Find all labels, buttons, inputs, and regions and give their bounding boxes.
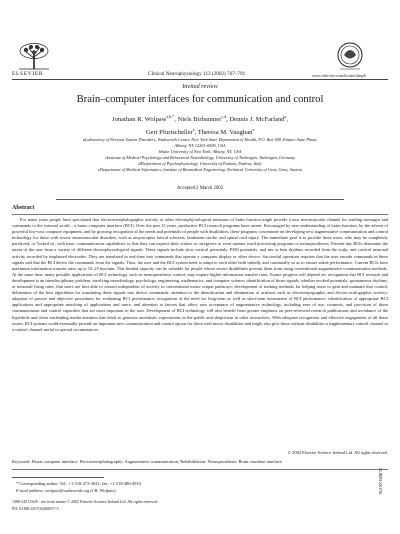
accepted-date: Accepted 2 March 2002	[176, 186, 224, 191]
email-label: E-mail address:	[16, 488, 45, 493]
pii-line: PII: S1388-2457(02)00057-3	[12, 506, 59, 511]
author-affil-mark: a	[252, 127, 255, 133]
corresponding-author-note: * Corresponding author. Tel.: +1-518-473-3631; fax: +1-518-486-4910.	[16, 481, 142, 486]
article-type: Invited review	[182, 83, 218, 90]
email-note	[16, 488, 117, 493]
abstract-copyright: © 2002 Elsevier Science Ireland Ltd. All rights reserved.	[287, 450, 388, 455]
affiliation-line: aLaboratory of Nervous System Disorders, Wadsworth Center, New York State Department of Health, P.O. Box 509, Empire State Plaza,	[82, 137, 318, 142]
author-name: Jonathan R. Wolpaw	[112, 116, 167, 124]
author-separator: ,	[286, 116, 288, 124]
keywords	[12, 459, 388, 464]
elsevier-tree-logo	[13, 42, 55, 70]
abstract-top-rule	[12, 214, 388, 215]
title-block-rule	[56, 199, 344, 200]
keywords-label: Keywords:	[12, 459, 31, 464]
affiliation-line: cInstitute of Medical Psychology and Behavioral Neurobiology, University of Tuebingen, Tuebingen, Germany	[104, 154, 296, 160]
affiliation-line: eDepartment of Medical Informatics, Institute of Biomedical Engineering, Technical University of Graz, Graz, Austria	[98, 166, 302, 172]
author-affil-mark: a,b,*	[166, 114, 175, 119]
abstract-body: For many years people have speculated that electroencephalographic activity or other electrophysiological measures of brain function might provide a new non-muscular channel for sending messages and commands to the external world – a brain–computer interface (BCI). Over the past 15 years, productive BCI research programs have arisen. Encouraged by new understanding of brain function, by the advent of powerful low-cost computer equipment, and by growing recognition of the needs and potentials of people with disabilities, these programs concentrate on developing new augmentative communication and control technology for those with severe neuromuscular disorders, such as amyotrophic lateral sclerosis, brainstem stroke, and spinal cord injury. The immediate goal is to provide these users, who may be completely paralyzed, or 'locked in', with basic communication capabilities so that they can express their wishes to caregivers or even operate word processing programs or neuroprostheses. Present-day BCIs determine the intent of the user from a variety of different electrophysiological signals. These signals include slow cortical potentials, P300 potentials, and mu or beta rhythms recorded from the scalp, and cortical neuronal activity recorded by implanted electrodes. They are translated in real-time into commands that operate a computer display or other device. Successful operation requires that the user encode commands in these signals and that the BCI derive the commands from the signals. Thus, the user and the BCI system need to adapt to each other both initially and continually so as to ensure stable performance. Current BCIs have maximum information transfer rates up to 10–25 bits/min. This limited capacity can be valuable for people whose severe disabilities prevent them from using conventional augmentative communication methods. At the same time, many possible applications of BCI technology, such as neuroprosthesis control, may require higher information transfer rates. Future progress will depend on: recognition that BCI research and development is an interdisciplinary problem, involving neurobiology, psychology, engineering, mathematics, and computer science; identification of those signals, whether evoked potentials, spontaneous rhythms, or neuronal firing rates, that users are best able to control independent of activity in conventional motor output pathways; development of training methods for helping users to gain and maintain that control; delineation of the best algorithms for translating these signals into device commands; attention to the identification and elimination of artifacts such as electromyographic and electro-oculographic activity; adoption of precise and objective procedures for evaluating BCI performance; recognition of the need for long-term as well as short-term assessment of BCI performance; identification of appropriate BCI applications and appropriate matching of applications and users; and attention to factors that affect user acceptance of augmentative technology, including ease of use, cosmesis, and provision of those communication and control capacities that are most important to the user. Development of BCI technology will also benefit from greater emphasis on peer-reviewed research publications and avoidance of the hyperbole and often misleading media attention that tends to generate unrealistic expectations in the public and skepticism in other researchers. With adequate recognition and effective engagement of all these issues, BCI systems could eventually provide an important new communication and control option for those with motor disabilities and might also give those without disabilities a supplementary control channel or a control channel useful in special circumstances.	[12, 217, 388, 332]
side-manuscript-label: CLINPH 2001784	[378, 468, 382, 495]
author-name: Gert Pfurtscheller	[145, 129, 193, 137]
author-name: , Theresa M. Vaughan	[194, 129, 253, 137]
affiliation-line: bState University of New York, Albany, NY, USA	[158, 148, 242, 154]
author-name: , Niels Birbaumer	[174, 116, 222, 124]
author-affil-mark: c,d	[221, 114, 227, 119]
abstract-heading: Abstract	[12, 205, 35, 211]
affiliation-line: dDepartment of Psychophysiology, University of Padova, Padova, Italy	[138, 160, 262, 166]
journal-reference: Clinical Neurophysiology 113 (2002) 767–791	[148, 71, 246, 77]
author-affil-mark: e	[192, 127, 195, 133]
author-name: , Dennis J. McFarland	[226, 116, 285, 124]
keywords-list: Brain–computer interface; Electroencephalography; Augmentative communication; Rehabilitation; Neuroprosthesis; Brain–machine interface	[32, 459, 282, 464]
issn-line: 1388-2457/02/$ - see front matter © 2002 Elsevier Science Ireland Ltd. All rights reserved.	[12, 499, 158, 504]
article-title: Brain–computer interfaces for communication and control	[76, 94, 324, 105]
header-rule	[12, 79, 388, 80]
journal-crest-logo	[326, 40, 374, 74]
author-list	[90, 112, 310, 138]
author-affil-mark: a	[284, 114, 287, 119]
publisher-name: ELSEVIER	[12, 71, 44, 77]
journal-website-link[interactable]: www.elsevier.com/locate/clinph	[312, 73, 366, 78]
footnote-rule	[12, 477, 104, 478]
email-address-link[interactable]: wolpaw@wadsworth.org (J.R. Wolpaw).	[45, 488, 117, 493]
abstract-bottom-rule	[12, 469, 388, 470]
affiliations	[30, 137, 370, 172]
affiliation-line: Albany, NY 12201-0509, USA	[174, 142, 226, 148]
